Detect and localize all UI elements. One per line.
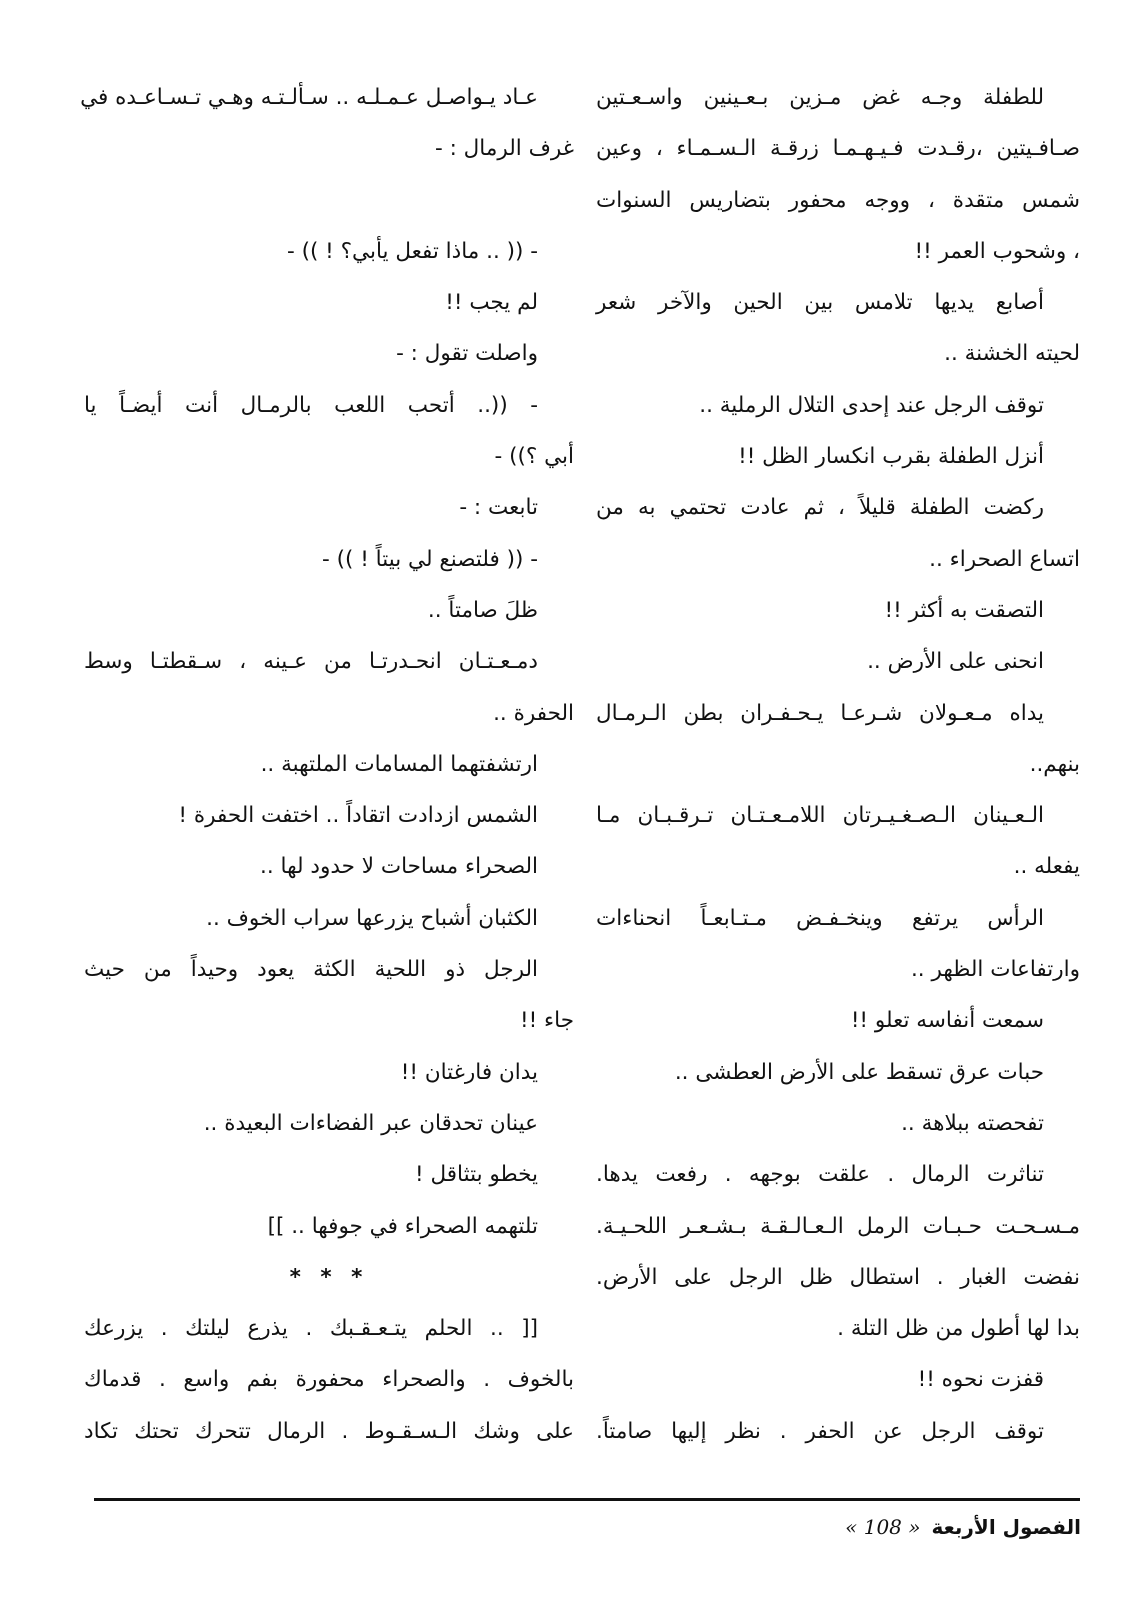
text-line: الشمس ازدادت اتقاداً .. اختفت الحفرة ! [178,803,538,829]
text-line: غرف الرمال : - [435,136,574,162]
text-line: ركضت الطفلة قليلاً ، ثم عادت تحتمي به من [596,495,1044,521]
text-line: تفحصته ببلاهة .. [901,1110,1044,1136]
page-footer [841,1515,1081,1539]
text-line: شمس متقدة ، ووجه محفور بتضاريس السنوات [596,187,1080,213]
text-line: أصابع يديها تلامس بين الحين والآخر شعر [596,290,1044,316]
text-line: قفزت نحوه !! [917,1367,1044,1393]
text-line: سمعت أنفاسه تعلو !! [850,1008,1044,1034]
text-line: عـاد يـواصـل عـمـلـه .. سـألـتـه وهـي تـسـاعـده في [80,85,538,110]
text-line: نفضت الغبار . استطال ظل الرجل على الأرض. [596,1264,1080,1290]
text-line: يخطو بتثاقل ! [415,1162,538,1188]
text-line: بالخوف . والصحراء محفورة بفم واسع . قدماك [84,1367,574,1393]
text-line: يفعله .. [1013,854,1080,880]
text-line: وارتفاعات الظهر .. [910,957,1080,983]
text-line: تابعت : - [459,495,538,521]
text-line: الكثبان أشباح يزرعها سراب الخوف .. [206,905,538,931]
text-line: للطفلة وجـه غض مـزين بـعـينين واسـعـتين [596,85,1044,110]
text-line: ارتشفتهما المسامات الملتهبة .. [260,751,538,777]
text-line: دمـعـتـان انحـدرتـا من عـينه ، سـقطتـا وسط [84,649,538,675]
text-line: [[ .. الحلم يتـعـقـبك . يذرع ليلتك . يزرعك [84,1316,538,1342]
text-line: تلتهمه الصحراء في جوفها .. ]] [267,1213,538,1239]
text-line: واصلت تقول : - [396,341,538,367]
text-line: أبي ؟)) - [494,444,574,470]
text-line: عينان تحدقان عبر الفضاءات البعيدة .. [203,1110,538,1136]
journal-title: الفصول الأربعة [931,1515,1081,1539]
footer-divider [94,1498,1080,1501]
text-line: - (( .. ماذا تفعل يأبي؟ ! )) - [286,238,538,264]
text-line: جاء !! [519,1008,574,1034]
text-line: الـعـينان الـصـغـيـرتان اللامـعـتـان تـرقـبـان مـا [596,803,1044,829]
text-line: ، وشحوب العمر !! [914,238,1080,264]
text-line: - ((.. أتحب اللعب بالرمـال أنت أيضـاً يا [84,392,538,418]
text-line: بدا لها أطول من ظل التلة . [837,1316,1080,1342]
text-line: اتساع الصحراء .. [929,546,1080,572]
text-line: مـسـحـت حـبـات الرمل الـعـالـقـة بـشـعـر اللحـيـة. [596,1213,1080,1239]
text-line: انحنى على الأرض .. [867,649,1044,675]
text-line: الحفرة .. [493,700,574,726]
text-line: الرجل ذو اللحية الكثة يعود وحيداً من حيث [84,957,538,983]
left-text-column [80,72,574,1457]
text-line: صـافـيتين ،رقـدت فـيـهـمـا زرقـة الـسـمـاء ، وعين [596,136,1080,162]
text-line: أنزل الطفلة بقرب انكسار الظل !! [738,444,1044,470]
page-number: « 108 » [845,1515,921,1539]
text-line: يدان فارغتان !! [400,1059,538,1085]
text-line: على وشك الـسـقـوط . الرمال تتحرك تحتك تكاد [84,1418,574,1444]
text-line: التصقت به أكثر !! [884,597,1044,623]
text-line: توقف الرجل عن الحفر . نظر إليها صامتاً. [596,1418,1044,1444]
text-line: بنهم.. [1029,751,1080,777]
text-line: * * * [289,1264,369,1290]
text-line: تناثرت الرمال . علقت بوجهه . رفعت يدها. [596,1162,1044,1188]
text-line [84,175,574,226]
text-line: لم يجب !! [445,290,538,316]
text-line: توقف الرجل عند إحدى التلال الرملية .. [699,392,1044,418]
text-line: الصحراء مساحات لا حدود لها .. [260,854,538,880]
right-text-column [596,72,1080,1457]
text-line: يداه مـعـولان شـرعـا يـحـفـران بطن الـرمـال [596,700,1044,726]
text-line: - (( فلتصنع لي بيتاً ! )) - [322,546,538,572]
text-line: لحيته الخشنة .. [944,341,1080,367]
text-line: الرأس يرتفع وينخـفـض مـتـابعـاً انحناءات [596,905,1044,931]
text-line: حبات عرق تسقط على الأرض العطشى .. [674,1059,1044,1085]
text-line: ظلَ صامتاً .. [427,597,538,623]
